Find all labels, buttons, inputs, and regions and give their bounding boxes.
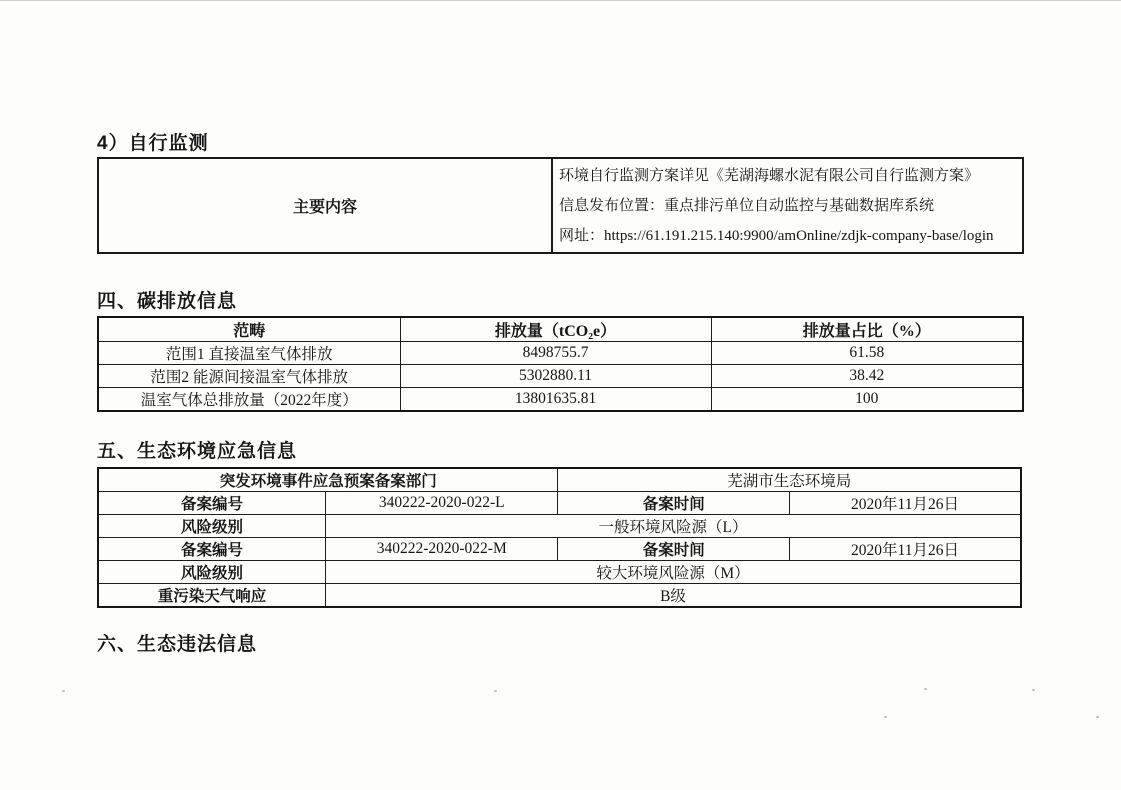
- self-monitoring-table: [97, 157, 1024, 254]
- self-monitoring-plan-line: 环境自行监测方案详见《芜湖海螺水泥有限公司自行监测方案》: [559, 168, 980, 184]
- table-row: [98, 365, 1023, 388]
- carbon-total-amount: 13801635.81: [400, 388, 711, 412]
- record2-time-value: 2020年11月26日: [789, 538, 1021, 561]
- table-row: [98, 561, 1021, 584]
- record1-time-label: 备案时间: [558, 492, 789, 515]
- carbon-scope1-amount: 8498755.7: [400, 342, 711, 365]
- carbon-total-label: 温室气体总排放量（2022年度）: [98, 388, 400, 412]
- table-row: [98, 492, 1021, 515]
- scan-speck: [1096, 716, 1099, 718]
- carbon-scope2-label: 范围2 能源间接温室气体排放: [98, 365, 400, 388]
- record1-no-value: 340222-2020-022-L: [325, 492, 558, 515]
- record2-time-label: 备案时间: [558, 538, 789, 561]
- table-row: [98, 515, 1021, 538]
- self-monitoring-publish-line: 信息发布位置：重点排污单位自动监控与基础数据库系统: [559, 198, 935, 214]
- scan-speck: [924, 688, 927, 690]
- heavy-pollution-response-value: B级: [325, 584, 1021, 608]
- carbon-scope1-share: 61.58: [711, 342, 1023, 365]
- scan-speck: [62, 690, 65, 692]
- carbon-table-header-row: [98, 317, 1023, 342]
- carbon-header-share: 排放量占比（%）: [711, 317, 1023, 342]
- section-heading-self-monitoring: 4）自行监测: [97, 133, 209, 154]
- table-row: [98, 388, 1023, 412]
- record1-time-value: 2020年11月26日: [789, 492, 1021, 515]
- carbon-scope2-share: 38.42: [711, 365, 1023, 388]
- carbon-scope1-label: 范围1 直接温室气体排放: [98, 342, 400, 365]
- carbon-scope2-amount: 5302880.11: [400, 365, 711, 388]
- record2-risk-label: 风险级别: [98, 561, 325, 584]
- self-monitoring-url-line: 网址：https://61.191.215.140:9900/amOnline/zdjk-company-base/login: [559, 228, 994, 244]
- scan-speck: [1032, 689, 1035, 691]
- section-heading-violation: 六、生态违法信息: [97, 634, 258, 655]
- scan-speck: [884, 716, 887, 718]
- record1-risk-value: 一般环境风险源（L）: [325, 515, 1021, 538]
- table-row: [98, 538, 1021, 561]
- record1-no-label: 备案编号: [98, 492, 325, 515]
- scan-edge-artifact: [0, 0, 1121, 1]
- carbon-total-share: 100: [711, 388, 1023, 412]
- record2-risk-value: 较大环境风险源（M）: [325, 561, 1021, 584]
- carbon-header-amount: 排放量（tCO₂e）: [400, 317, 711, 342]
- table-row: [98, 468, 1021, 492]
- carbon-header-scope: 范畴: [98, 317, 400, 342]
- heavy-pollution-response-label: 重污染天气响应: [98, 584, 325, 608]
- self-monitoring-row-label: 主要内容: [99, 159, 553, 252]
- emergency-info-table: [97, 467, 1022, 608]
- emergency-dept-label: 突发环境事件应急预案备案部门: [98, 468, 558, 492]
- emergency-dept-value: 芜湖市生态环境局: [558, 468, 1021, 492]
- table-row: [98, 342, 1023, 365]
- scan-speck: [494, 690, 497, 692]
- section-heading-carbon: 四、碳排放信息: [97, 291, 238, 312]
- self-monitoring-content-cell: [553, 159, 1022, 252]
- record1-risk-label: 风险级别: [98, 515, 325, 538]
- table-row: [98, 584, 1021, 608]
- record2-no-value: 340222-2020-022-M: [325, 538, 558, 561]
- section-heading-emergency: 五、生态环境应急信息: [97, 441, 298, 462]
- carbon-emission-table: [97, 316, 1024, 412]
- record2-no-label: 备案编号: [98, 538, 325, 561]
